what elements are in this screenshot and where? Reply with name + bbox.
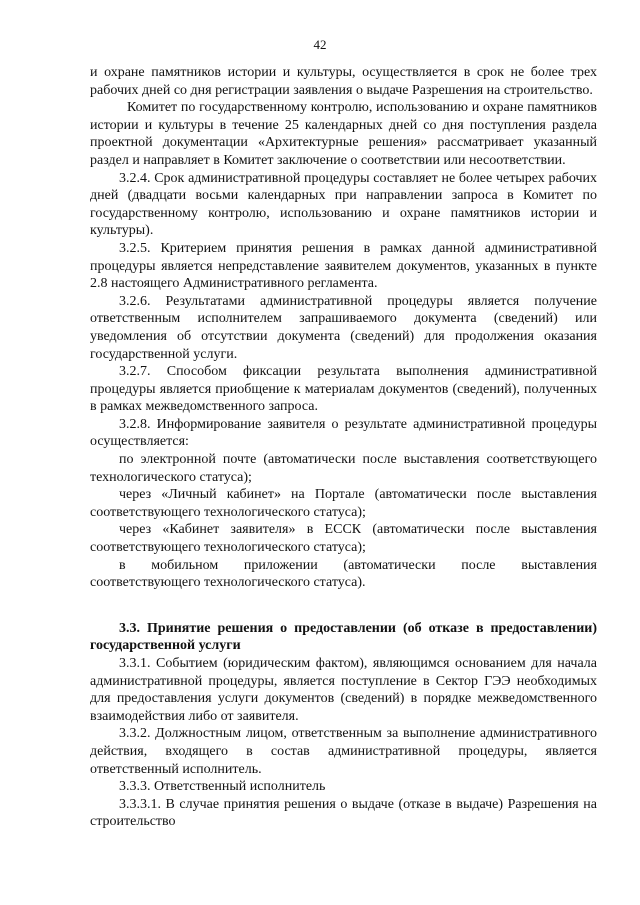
paragraph: 3.2.8. Информирование заявителя о результате административной процедуры осуществляется: bbox=[90, 416, 597, 450]
page-number: 42 bbox=[313, 37, 327, 52]
list-item: по электронной почте (автоматически после выставления соответствующего технологического статуса); bbox=[90, 452, 597, 485]
paragraph: 3.3.3. Ответственный исполнитель bbox=[119, 779, 326, 795]
document-body bbox=[90, 64, 597, 831]
paragraph: 3.3.2. Должностным лицом, ответственным за выполнение административного действия, входящего в состав административной процедуры, является ответственный исполнитель. bbox=[90, 726, 597, 777]
paragraph: Комитет по государственному контролю, использованию и охране памятников истории и культуры в течение 25 календарных дней со дня поступления раздела проектной документации «Архитектурные решения» рассматривает указанный раздел и направляет в Комитет заключение о соответствии или несоответствии. bbox=[90, 100, 597, 168]
paragraph: 3.3.3.1. В случае принятия решения о выдаче (отказе в выдаче) Разрешения на строительство bbox=[90, 796, 597, 830]
list-item: в мобильном приложении (автоматически после выставления соответствующего технологического статуса). bbox=[90, 557, 597, 591]
list-item: через «Кабинет заявителя» в ЕССК (автоматически после выставления соответствующего технологического статуса); bbox=[90, 522, 597, 556]
paragraph: 3.2.6. Результатами административной процедуры является получение ответственным исполнителем запрашиваемого документа (сведений) или уведомления об отсутствии документа (сведений) для продолжения оказания государственной услуги. bbox=[90, 293, 597, 362]
paragraph: 3.2.5. Критерием принятия решения в рамках данной административной процедуры является непредставление заявителем документов, указанных в пункте 2.8 настоящего Административного регламента. bbox=[90, 240, 597, 292]
section-heading: 3.3. Принятие решения о предоставлении (об отказе в предоставлении) государственной услуги bbox=[90, 620, 597, 654]
list-item: через «Личный кабинет» на Портале (автоматически после выставления соответствующего технологического статуса); bbox=[90, 487, 597, 520]
paragraph: 3.2.4. Срок административной процедуры составляет не более четырех рабочих дней (двадцати восьми календарных при направлении запроса в Комитет по государственному контролю, использованию и охране памятников истории и культуры). bbox=[90, 170, 597, 239]
paragraph: 3.2.7. Способом фиксации результата выполнения административной процедуры является приобщение к материалам документов (сведений), полученных в рамках межведомственного запроса. bbox=[90, 364, 597, 415]
paragraph: 3.3.1. Событием (юридическим фактом), являющимся основанием для начала административной процедуры, является поступление в Сектор ГЭЭ необходимых для предоставления услуги документов (сведений) в порядке межведомственного взаимодействия либо от заявителя. bbox=[90, 656, 597, 724]
paragraph: и охране памятников истории и культуры, осуществляется в срок не более трех рабочих дней со дня регистрации заявления о выдаче Разрешения на строительство. bbox=[90, 65, 597, 98]
